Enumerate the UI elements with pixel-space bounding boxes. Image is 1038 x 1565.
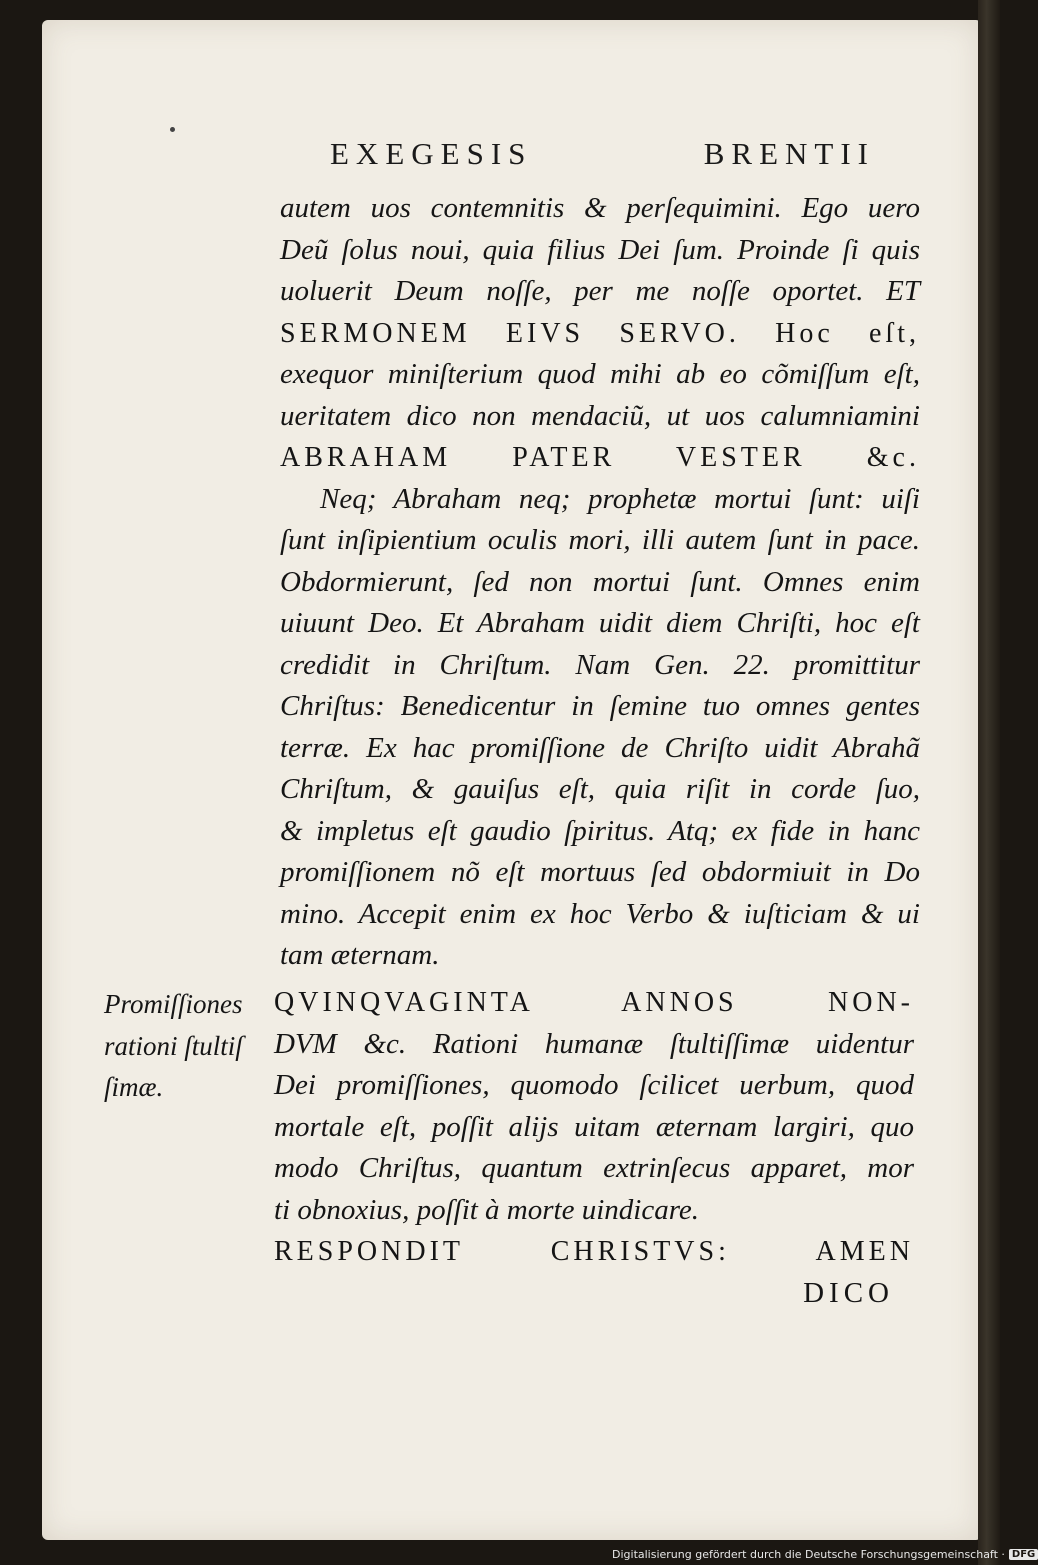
running-header: [330, 136, 875, 172]
text-line: mino. Accepit enim ex hoc Verbo & iuſticiam & ui: [280, 897, 920, 930]
text-line: RESPONDIT CHRISTVS: AMEN: [274, 1236, 914, 1267]
header-left: EXEGESIS: [330, 136, 533, 171]
text-line: modo Chriſtus, quantum extrinſecus apparet, mor: [274, 1152, 914, 1184]
text-line: Chriſtus: Benedicentur in ſemine tuo omnes gentes: [280, 690, 920, 722]
text-line: Dei promiſſiones, quomodo ſcilicet uerbum, quod: [274, 1069, 914, 1101]
text-line: ABRAHAM PATER VESTER &c.: [280, 442, 920, 473]
text-line: promiſſionem nõ eſt mortuus ſed obdormiuit in Do: [280, 856, 920, 888]
text-line: & impletus eſt gaudio ſpiritus. Atq; ex fide in hanc: [280, 814, 920, 847]
ink-dot: [170, 127, 175, 132]
body-text: [280, 188, 920, 977]
text-line: exequor miniſterium quod mihi ab eo cõmiſſum eſt,: [280, 358, 920, 390]
marginal-note: [104, 984, 274, 1109]
text-line: tam æternam.: [280, 939, 440, 971]
margin-line: ſimæ.: [104, 1072, 164, 1102]
text-line: Neq; Abraham neq; prophetæ mortui ſunt: uiſi: [320, 482, 920, 515]
text-line: Obdormierunt, ſed non mortui ſunt. Omnes enim: [280, 565, 920, 598]
text-line: uiuunt Deo. Et Abraham uidit diem Chriſti, hoc eſt: [280, 607, 920, 639]
dfg-logo-icon: DFG: [1009, 1549, 1038, 1560]
body-text-2: [274, 982, 914, 1314]
text-line: Deũ ſolus noui, quia filius Dei ſum. Proinde ſi quis: [280, 233, 920, 266]
text-line: ueritatem dico non mendaciũ, ut uos calumniamini: [280, 399, 920, 432]
credit-text: Digitalisierung gefördert durch die Deutsche Forschungsgemeinschaft ·: [612, 1548, 1005, 1561]
text-line: terræ. Ex hac promiſſione de Chriſto uidit Abrahã: [280, 731, 920, 764]
text-line: SERMONEM EIVS SERVO. Hoc eſt,: [280, 317, 920, 349]
text-line: uoluerit Deum noſſe, per me noſſe oportet. ET: [280, 275, 920, 307]
book-spine: [978, 0, 1000, 1565]
header-right: BRENTII: [703, 136, 875, 171]
margin-line: Promiſſiones: [104, 989, 243, 1019]
text-line: mortale eſt, poſſit alijs uitam æternam largiri, quo: [274, 1110, 914, 1143]
margin-line: rationi ſtultiſ: [104, 1030, 243, 1061]
text-line: DVM &c. Rationi humanæ ſtultiſſimæ uidentur: [274, 1027, 914, 1060]
text-line: QVINQVAGINTA ANNOS NON-: [274, 987, 914, 1018]
text-line: ſunt inſipientium oculis mori, illi autem ſunt in pace.: [280, 524, 920, 556]
text-line: credidit in Chriſtum. Nam Gen. 22. promittitur: [280, 648, 920, 681]
digitization-credit: [612, 1548, 1038, 1561]
text-line: Chriſtum, & gauiſus eſt, quia riſit in corde ſuo,: [280, 773, 920, 805]
text-line: ti obnoxius, poſſit à morte uindicare.: [274, 1193, 700, 1226]
text-line: autem uos contemnitis & perſequimini. Ego uero: [280, 192, 920, 224]
catchword: DICO: [803, 1276, 894, 1309]
